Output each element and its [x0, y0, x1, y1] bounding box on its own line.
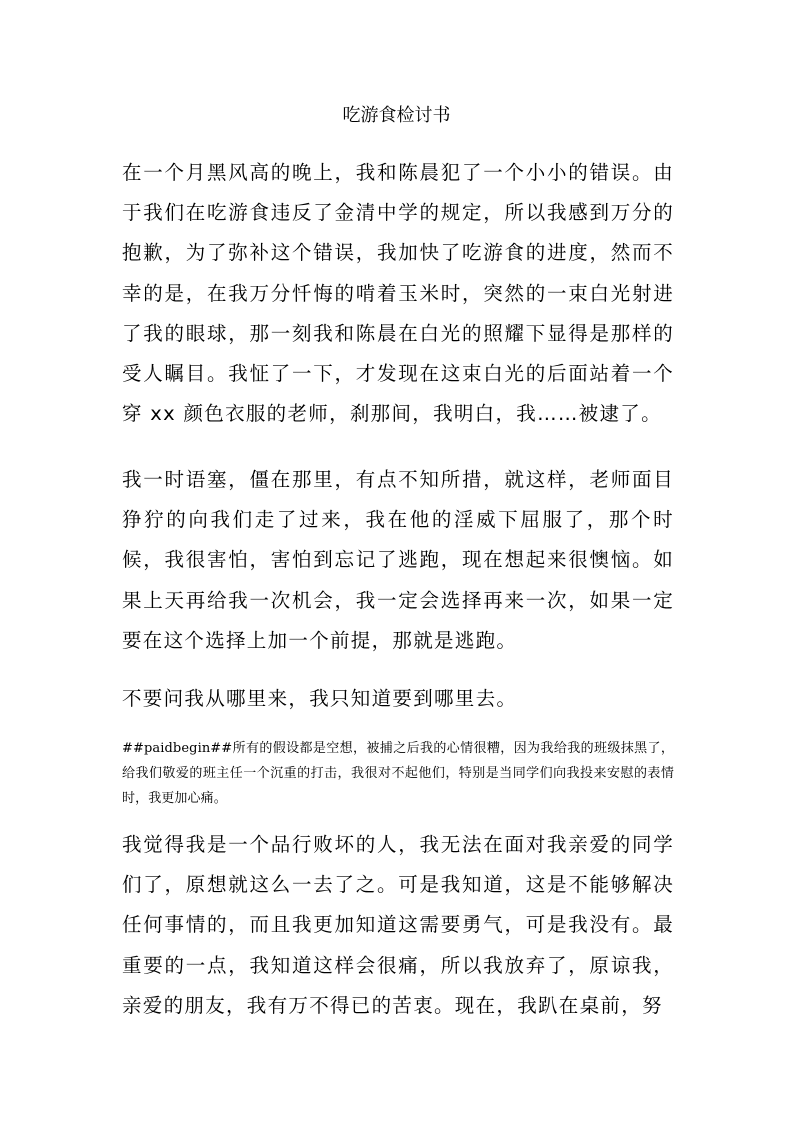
paragraph-reaction: 我一时语塞，僵在那里，有点不知所措，就这样，老师面目狰狞的向我们走了过来，我在他的淫威下屈服了，那个时候，我很害怕，害怕到忘记了逃跑，现在想起来很懊恼。如果上天再给我一次机会，我一定会选择再来一次，如果一定要在这个选择上加一个前提，那就是逃跑。: [122, 468, 674, 652]
document-title: 吃游食检讨书: [342, 105, 451, 126]
paragraph-incident: 在一个月黑风高的晚上，我和陈晨犯了一个小小的错误。由于我们在吃游食违反了金清中学的规定，所以我感到万分的抱歉，为了弥补这个错误，我加快了吃游食的进度，然而不幸的是，在我万分忏悔的啃着玉米时，突然的一束白光射进了我的眼球，那一刻我和陈晨在白光的照耀下显得是那样的受人瞩目。我怔了一下，才发现在这束白光的后面站着一个穿 xx 颜色衣服的老师，刹那间，我明白，我……被逮了。: [122, 161, 674, 426]
paragraph-short-line: 不要问我从哪里来，我只知道要到哪里去。: [122, 687, 518, 710]
paragraph-reflection: 我觉得我是一个品行败坏的人，我无法在面对我亲爱的同学们了，原想就这么一去了之。可是我知道，这是不能够解决任何事情的，而且我更加知道这需要勇气，可是我没有。最重要的一点，我知道这样会很痛，所以我放弃了，原谅我，亲爱的朋友，我有万不得已的苦衷。现在，我趴在桌前，努: [122, 833, 674, 1017]
paragraph-paid-section: ##paidbegin##所有的假设都是空想，被捕之后我的心情很糟，因为我给我的班级抹黑了，给我们敬爱的班主任一个沉重的打击，我很对不起他们，特别是当同学们向我投来安慰的表情时，我更加心痛。: [122, 741, 674, 806]
